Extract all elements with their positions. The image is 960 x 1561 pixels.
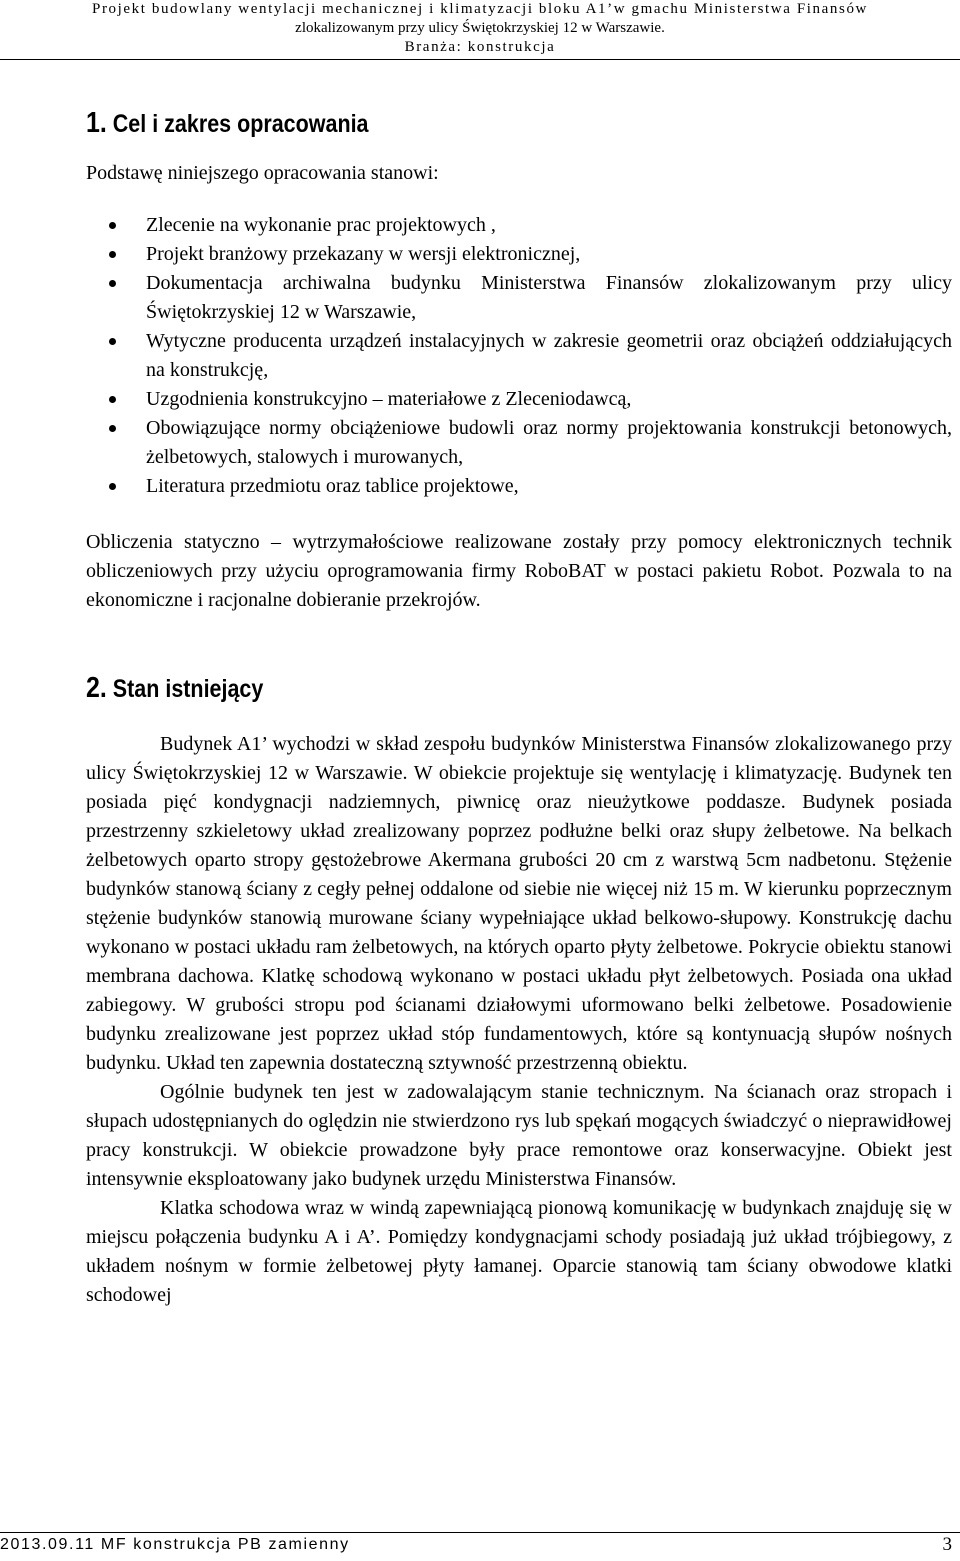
- list-item: Zlecenie na wykonanie prac projektowych ,: [86, 211, 952, 240]
- page-header: [0, 0, 960, 60]
- page-number: 3: [942, 1534, 952, 1555]
- section-2-number: 2.: [86, 672, 107, 704]
- header-location: zlokalizowanym przy ulicy Świętokrzyskiej 12 w Warszawie.: [295, 20, 665, 36]
- section-1-title: Cel i zakres opracowania: [112, 110, 369, 138]
- list-item: Projekt branżowy przekazany w wersji elektronicznej,: [86, 240, 952, 269]
- list-item: Dokumentacja archiwalna budynku Ministerstwa Finansów zlokalizowanym przy ulicy Świętokrzyskiej 12 w Warszawie,: [86, 269, 952, 327]
- header-rule: [0, 59, 960, 60]
- section-2-heading: [86, 673, 831, 704]
- list-item: Uzgodnienia konstrukcyjno – materiałowe z Zleceniodawcą,: [86, 385, 952, 414]
- document-body: [86, 108, 952, 1310]
- list-item: Literatura przedmiotu oraz tablice projektowe,: [86, 472, 952, 501]
- section-1-heading: [86, 108, 831, 139]
- page-footer: [0, 1532, 960, 1561]
- header-project-title: Projekt budowlany wentylacji mechanicznej i klimatyzacji bloku A1’w gmachu Ministerstwa Finansów: [92, 1, 868, 17]
- footer-document-id: 2013.09.11 MF konstrukcja PB zamienny: [0, 1536, 350, 1553]
- header-discipline: Branża: konstrukcja: [404, 39, 556, 55]
- section-2-paragraph: Klatka schodowa wraz w windą zapewniającą pionową komunikację w budynkach znajduję się w miejscu połączenia budynku A i A’. Pomiędzy kondygnacjami schody posiadają już układ trójbiegowy, z układem nośnym w formie żelbetowej płyty łamanej. Oparcie stanowią tam ściany obwodowe klatki schodowej: [86, 1197, 952, 1306]
- section-1-paragraph: Obliczenia statyczno – wytrzymałościowe realizowane zostały przy pomocy elektronicznych technik obliczeniowych przy użyciu oprogramowania firmy RoboBAT w postaci pakietu Robot. Pozwala to na ekonomiczne i racjonalne dobieranie przekrojów.: [86, 531, 952, 611]
- section-2-paragraph: Budynek A1’ wychodzi w skład zespołu budynków Ministerstwa Finansów zlokalizowanego przy ulicy Świętokrzyskiej 12 w Warszawie. W obiekcie projektuje się wentylację i klimatyzację. Budynek ten posiada pięć kondygnacji nadziemnych, piwnicę oraz nieużytkowe poddasze. Budynek posiada przestrzenny szkieletowy układ zrealizowany poprzez podłużne belki oraz słupy żelbetowe. Na belkach żelbetowych oparto stropy gęstożebrowe Akermana grubości 20 cm z warstwą 5cm nadbetonu. Stężenie budynków stanową ściany z cegły pełnej oddalone od siebie nie więcej niż 15 m. W kierunku poprzecznym stężenie budynków stanowią murowane ściany wypełniające układ belkowo-słupowy. Konstrukcję dachu wykonano w postaci układu ram żelbetowych, na których oparto płyty żelbetowe. Pokrycie obiektu stanowi membrana dachowa. Klatkę schodową wykonano w postaci układu płyt żelbetowych. Posiada ona układ zabiegowy. W grubości stropu pod ścianami działowymi uformowano belki żelbetowe. Posadowienie budynku zrealizowane jest poprzez układ stóp fundamentowych, które są kontynuacją słupów nośnych budynku. Układ ten zapewnia dostateczną sztywność przestrzenną obiektu.: [86, 733, 952, 1074]
- list-item: Obowiązujące normy obciążeniowe budowli oraz normy projektowania konstrukcji betonowych, żelbetowych, stalowych i murowanych,: [86, 414, 952, 472]
- basis-list: [86, 211, 952, 501]
- section-1-lead: Podstawę niniejszego opracowania stanowi:: [86, 162, 439, 184]
- footer-rule: [0, 1532, 960, 1533]
- section-2-paragraph: Ogólnie budynek ten jest w zadowalającym stanie technicznym. Na ścianach oraz stropach i słupach udostępnianych do oględzin nie stwierdzono rys lub spękań mogących świadczyć o nieprawidłowej pracy konstrukcji. W obiekcie prowadzone były prace remontowe oraz konserwacyjne. Obiekt jest intensywnie eksploatowany jako budynek urzędu Ministerstwa Finansów.: [86, 1081, 952, 1190]
- list-item: Wytyczne producenta urządzeń instalacyjnych w zakresie geometrii oraz obciążeń oddziałujących na konstrukcję,: [86, 327, 952, 385]
- section-2-title: Stan istniejący: [112, 675, 264, 703]
- section-1-number: 1.: [86, 107, 107, 139]
